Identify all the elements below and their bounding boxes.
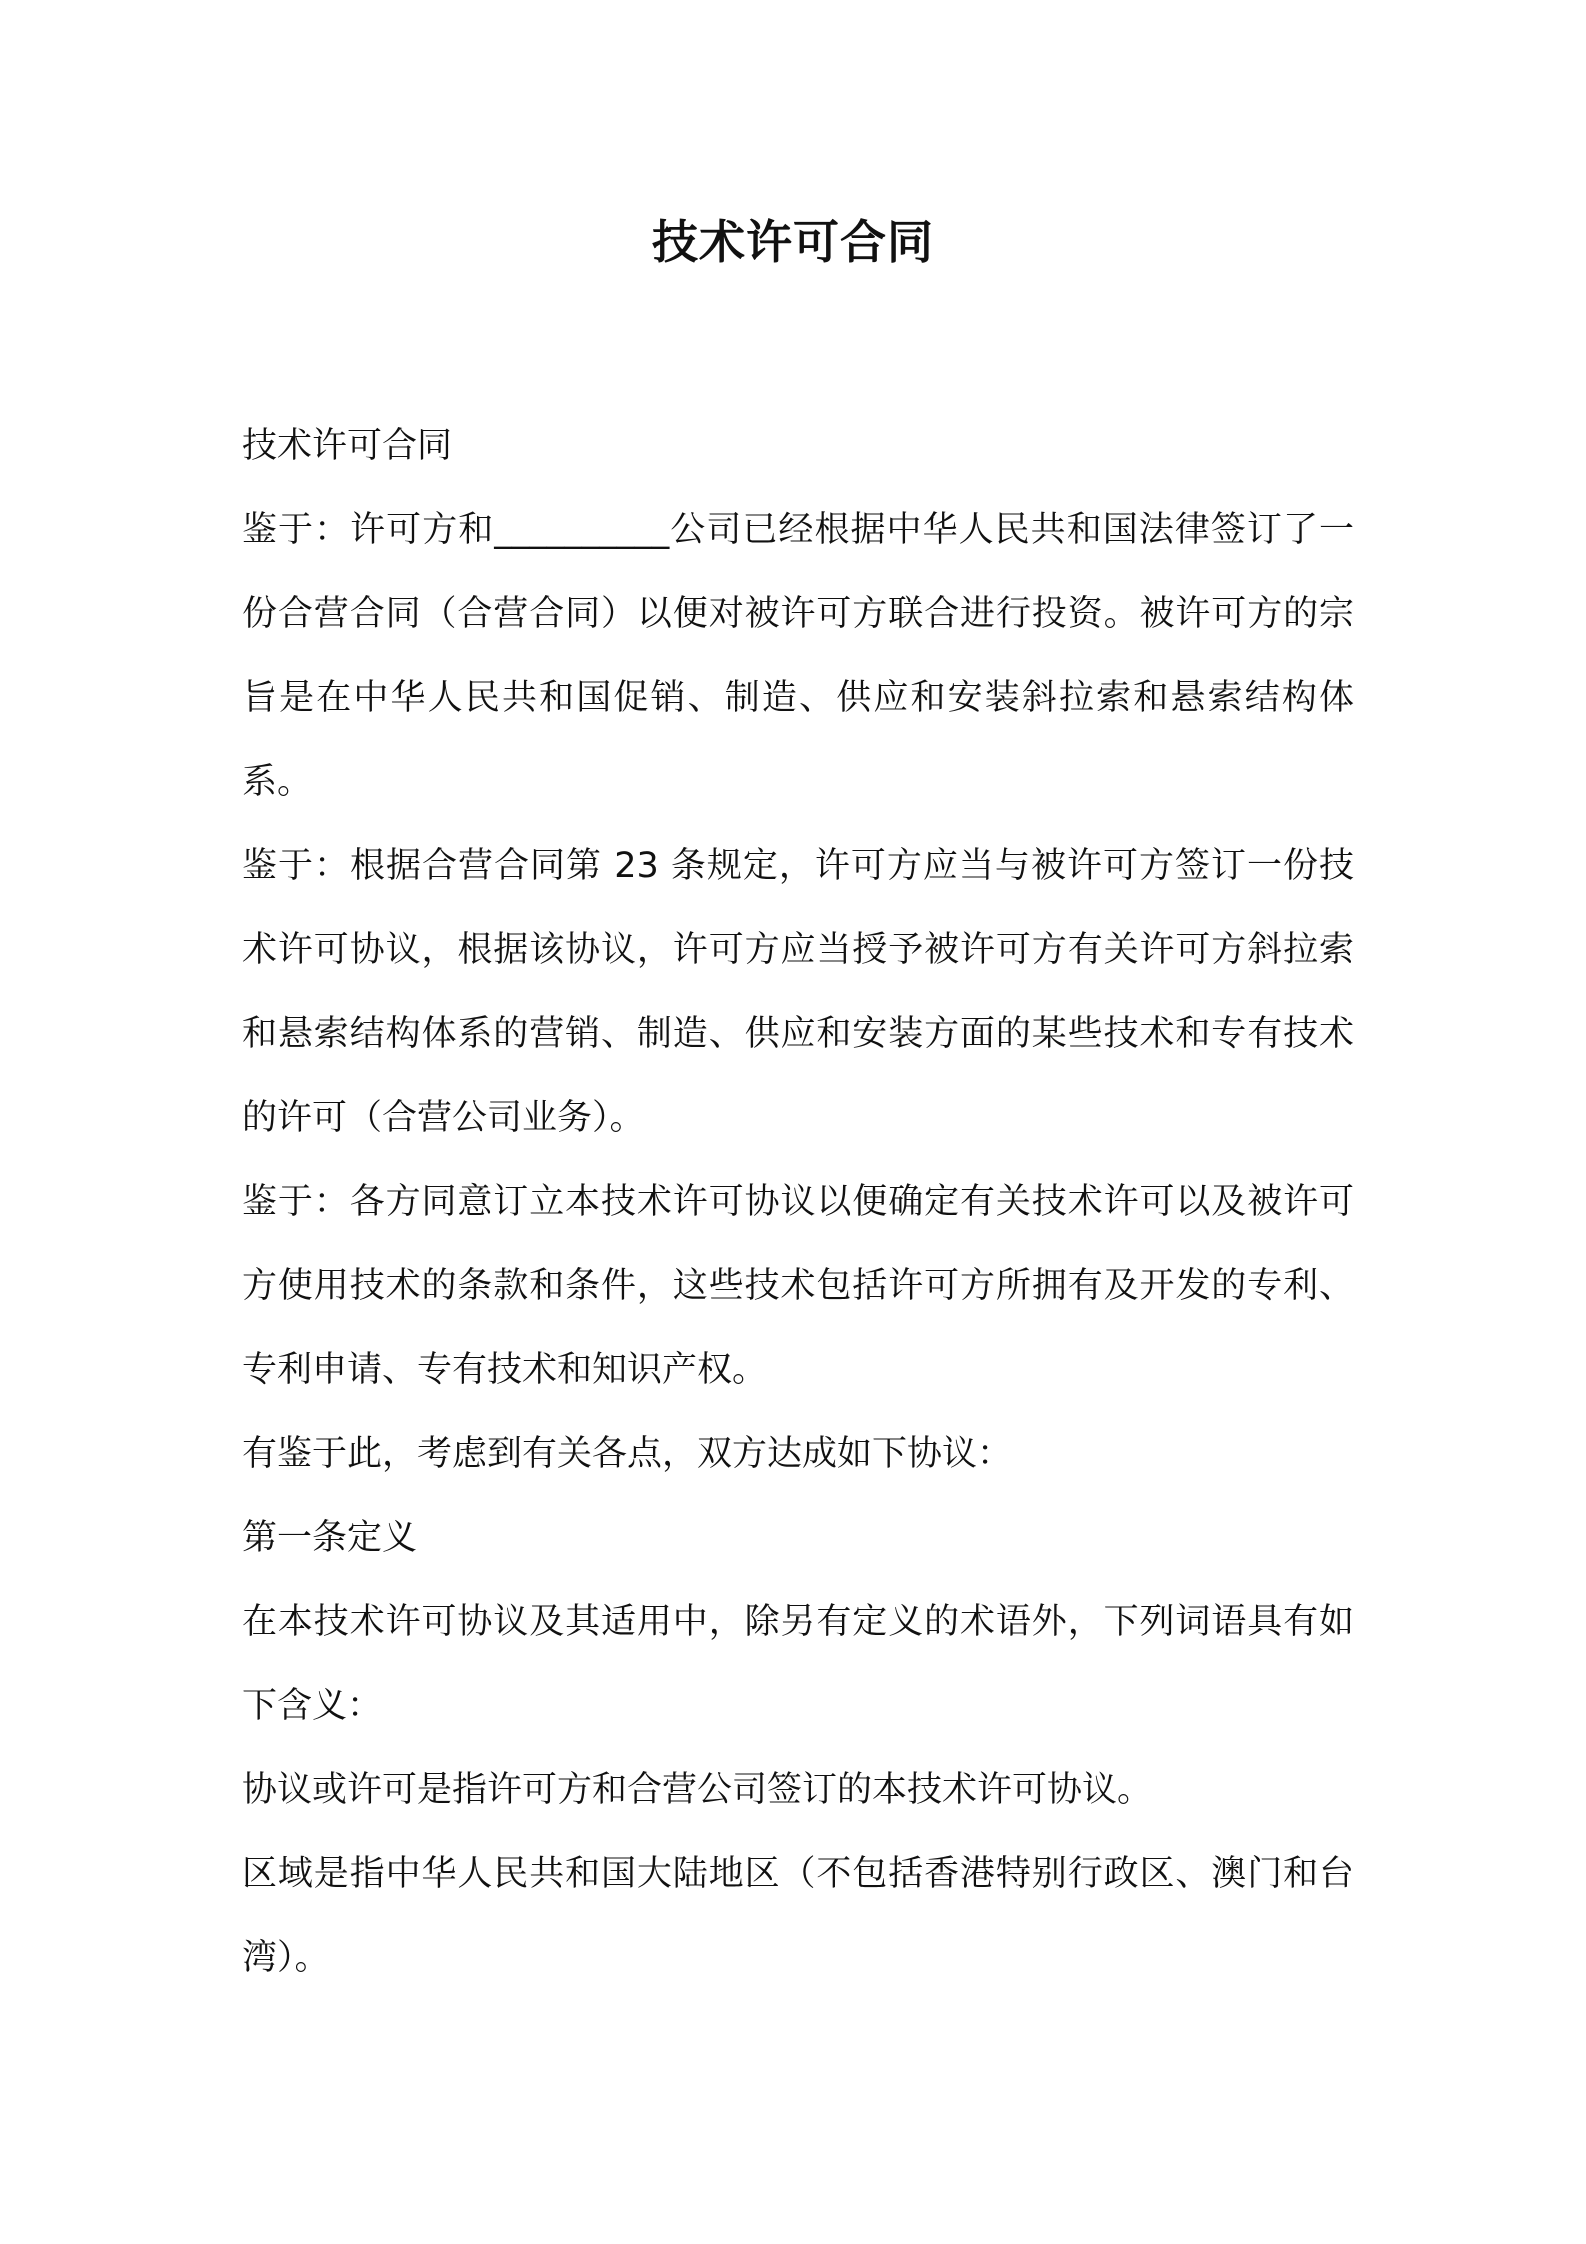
definitions-intro-paragraph: 在本技术许可协议及其适用中，除另有定义的术语外，下列词语具有如下含义： [242,1602,1354,1726]
document-body [242,404,1354,2000]
definition-agreement-paragraph: 协议或许可是指许可方和合营公司签订的本技术许可协议。 [242,1770,1153,1810]
document-title: 技术许可合同 [652,215,934,269]
subtitle-paragraph: 技术许可合同 [242,426,453,466]
agreement-paragraph: 有鉴于此，考虑到有关各点，双方达成如下协议： [242,1434,1013,1474]
article-heading: 第一条定义 [242,1518,418,1558]
definition-territory-paragraph: 区域是指中华人民共和国大陆地区（不包括香港特别行政区、澳门和台湾）。 [242,1854,1354,1978]
recital-paragraph-2: 鉴于：根据合营合同第 23 条规定，许可方应当与被许可方签订一份技术许可协议，根据该协议，许可方应当授予被许可方有关许可方斜拉索和悬索结构体系的营销、制造、供应和安装方面的某些技术和专有技术的许可（合营公司业务）。 [242,846,1354,1138]
recital-paragraph-3: 鉴于：各方同意订立本技术许可协议以便确定有关技术许可以及被许可方使用技术的条款和条件，这些技术包括许可方所拥有及开发的专利、专利申请、专有技术和知识产权。 [242,1182,1354,1390]
recital-paragraph-1: 鉴于：许可方和__________公司已经根据中华人民共和国法律签订了一份合营合同（合营合同）以便对被许可方联合进行投资。被许可方的宗旨是在中华人民共和国促销、制造、供应和安装斜拉索和悬索结构体系。 [242,510,1354,802]
